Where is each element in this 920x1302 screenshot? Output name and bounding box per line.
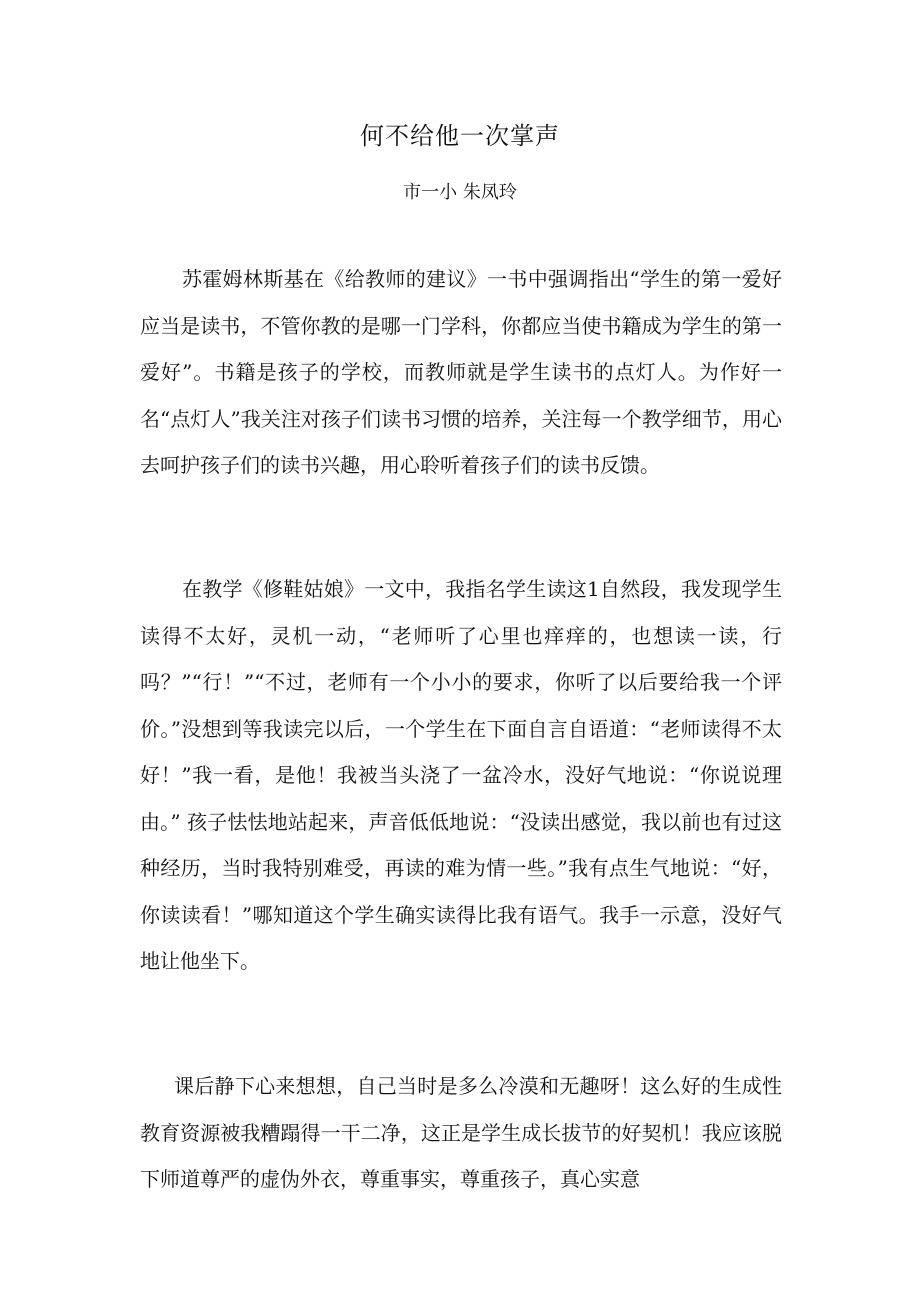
author-line: 市一小 朱凤玲 <box>403 182 517 203</box>
paragraph-2: 在教学《修鞋姑娘》一文中，我指名学生读这1自然段，我发现学生读得不太好，灵机一动，“老师听了心里也痒痒的，也想读一读，行吗？”“行！”“不过，老师有一个小小的要求，你听了以后要给我一个评价。”没想到等我读完以后，一个学生在下面自言自语道：“老师读得不太好！”我一看，是他！我被当头浇了一盆冷水，没好气地说：“你说说理由。” 孩子怯怯地站起来，声音低低地说：“没读出感觉，我以前也有过这种经历，当时我特别难受，再读的难为情一些。”我有点生气地说：“好，你读读看！”哪知道这个学生确实读得比我有语气。我手一示意，没好气地让他坐下。 <box>140 577 782 973</box>
paragraph-1: 苏霍姆林斯基在《给教师的建议》一书中强调指出“学生的第一爱好应当是读书，不管你教的是哪一门学科，你都应当使书籍成为学生的第一爱好”。书籍是孩子的学校，而教师就是学生读书的点灯人。为作好一名“点灯人”我关注对孩子们读书习惯的培养，关注每一个教学细节，用心去呵护孩子们的读书兴趣，用心聆听着孩子们的读书反馈。 <box>140 267 782 477</box>
paragraph-3: 课后静下心来想想，自己当时是多么冷漠和无趣呀！这么好的生成性教育资源被我糟蹋得一干二净，这正是学生成长拔节的好契机！我应该脱下师道尊严的虚伪外衣，尊重事实，尊重孩子，真心实意 <box>140 1074 782 1191</box>
document-title: 何不给他一次掌声 <box>360 122 560 150</box>
